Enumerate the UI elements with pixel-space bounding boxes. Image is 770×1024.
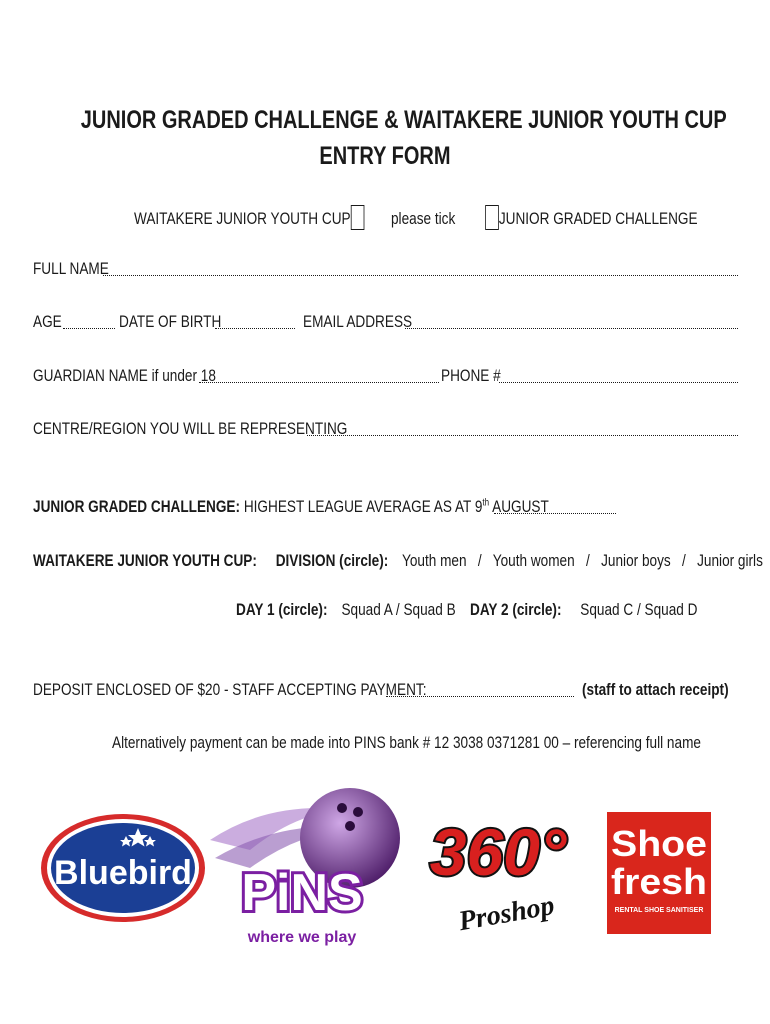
phone-field[interactable] xyxy=(499,368,738,383)
receipt-note-row xyxy=(582,680,765,700)
shoefresh-tagline: RENTAL SHOE SANITISER xyxy=(614,907,704,914)
payment-note-row xyxy=(112,733,770,753)
division-options[interactable]: Youth men / Youth women / Junior boys / Junior girls xyxy=(402,551,763,570)
full-name-field[interactable] xyxy=(103,261,738,276)
option-youth-cup-label: WAITAKERE JUNIOR YOUTH CUP xyxy=(134,209,351,228)
age-field[interactable] xyxy=(63,314,115,329)
graded-average-field[interactable] xyxy=(494,499,616,514)
bluebird-logo xyxy=(38,810,208,925)
shoefresh-line1: Shoe xyxy=(611,823,707,864)
day2-row xyxy=(470,600,754,620)
form-title: JUNIOR GRADED CHALLENGE & WAITAKERE JUNIOR YOUTH CUP xyxy=(80,106,727,134)
day1-label: DAY 1 (circle): xyxy=(236,600,328,619)
youth-cup-heading: WAITAKERE JUNIOR YOUTH CUP: xyxy=(33,551,257,570)
event-tick-row xyxy=(134,205,770,230)
dob-label: DATE OF BIRTH xyxy=(119,312,222,331)
please-tick-label: please tick xyxy=(390,209,456,228)
proshop-logo xyxy=(426,800,571,940)
full-name-row xyxy=(33,259,738,279)
pins-logo xyxy=(210,780,400,950)
phone-label: PHONE # xyxy=(441,366,501,385)
deposit-label: DEPOSIT ENCLOSED OF $20 - STAFF ACCEPTING PAYMENT: xyxy=(33,680,427,699)
guardian-field[interactable] xyxy=(199,368,439,383)
graded-challenge-heading: JUNIOR GRADED CHALLENGE: xyxy=(33,497,241,516)
proshop-number: 360° xyxy=(429,815,567,889)
staff-accepting-field[interactable] xyxy=(386,682,574,697)
pins-logo-text: PiNS xyxy=(241,864,363,922)
shoefresh-line2: fresh xyxy=(611,861,707,902)
age-label: AGE xyxy=(33,312,62,331)
graded-average-label: HIGHEST LEAGUE AVERAGE AS AT 9th AUGUST xyxy=(243,497,549,516)
payment-note: Alternatively payment can be made into PINS bank # 12 3038 0371281 00 – referencing full name xyxy=(112,733,701,752)
option-graded-challenge-label: JUNIOR GRADED CHALLENGE xyxy=(498,209,698,228)
form-subtitle: ENTRY FORM xyxy=(319,142,451,170)
receipt-note: (staff to attach receipt) xyxy=(582,680,729,699)
day2-options[interactable]: Squad C / Squad D xyxy=(580,600,698,619)
bluebird-logo-text: Bluebird xyxy=(54,854,192,892)
pins-tagline: where we play xyxy=(247,929,357,946)
day2-label: DAY 2 (circle): xyxy=(470,600,562,619)
shoefresh-logo xyxy=(607,812,711,934)
centre-label: CENTRE/REGION YOU WILL BE REPRESENTING xyxy=(33,419,348,438)
graded-challenge-checkbox[interactable] xyxy=(485,205,499,230)
day1-options[interactable]: Squad A / Squad B xyxy=(341,600,456,619)
guardian-label: GUARDIAN NAME if under 18 xyxy=(33,366,216,385)
proshop-word: Proshop xyxy=(456,889,557,938)
centre-field[interactable] xyxy=(307,421,738,436)
full-name-label: FULL NAME xyxy=(33,259,109,278)
dob-field[interactable] xyxy=(215,314,295,329)
youth-cup-division-row xyxy=(33,551,770,571)
email-label: EMAIL ADDRESS xyxy=(303,312,413,331)
division-label: DIVISION (circle): xyxy=(275,551,389,570)
youth-cup-checkbox[interactable] xyxy=(351,205,365,230)
email-field[interactable] xyxy=(405,314,738,329)
